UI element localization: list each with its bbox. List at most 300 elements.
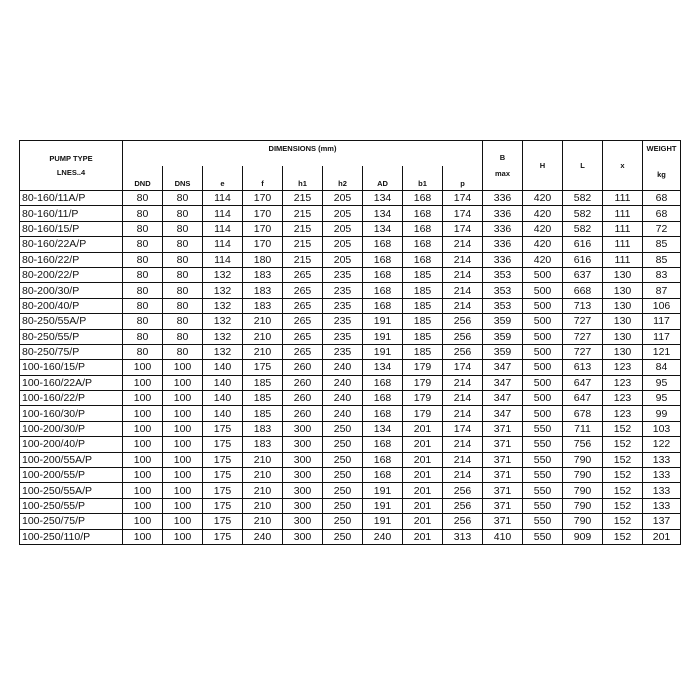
- header-pump-type: [20, 141, 123, 191]
- cell-x: 130: [603, 267, 643, 282]
- cell-b1: 185: [403, 314, 443, 329]
- cell-b-max: 359: [483, 329, 523, 344]
- cell-h1: 215: [283, 206, 323, 221]
- cell-h2: 250: [323, 421, 363, 436]
- cell-b1: 168: [403, 191, 443, 206]
- cell-b1: 201: [403, 498, 443, 513]
- cell-e: 175: [203, 421, 243, 436]
- header-h: H: [523, 141, 563, 191]
- cell-weight: 117: [643, 314, 681, 329]
- cell-dns: 100: [163, 406, 203, 421]
- cell-x: 130: [603, 298, 643, 313]
- cell-f: 170: [243, 237, 283, 252]
- cell-pump-type: 100-200/55A/P: [20, 452, 123, 467]
- cell-l: 790: [563, 483, 603, 498]
- cell-dns: 80: [163, 267, 203, 282]
- cell-x: 111: [603, 191, 643, 206]
- cell-p: 214: [443, 468, 483, 483]
- cell-pump-type: 100-200/40/P: [20, 437, 123, 452]
- cell-b-max: 336: [483, 237, 523, 252]
- cell-dnd: 80: [123, 314, 163, 329]
- cell-ad: 168: [363, 468, 403, 483]
- cell-dns: 100: [163, 468, 203, 483]
- cell-ad: 191: [363, 498, 403, 513]
- cell-l: 711: [563, 421, 603, 436]
- header-e: e: [203, 166, 243, 191]
- cell-x: 152: [603, 421, 643, 436]
- cell-b1: 201: [403, 483, 443, 498]
- cell-x: 123: [603, 406, 643, 421]
- header-b1: b1: [403, 166, 443, 191]
- cell-h2: 250: [323, 468, 363, 483]
- cell-h1: 300: [283, 483, 323, 498]
- cell-weight: 68: [643, 191, 681, 206]
- cell-h1: 300: [283, 468, 323, 483]
- cell-pump-type: 80-160/15/P: [20, 221, 123, 236]
- table-row: [20, 498, 681, 513]
- cell-b-max: 347: [483, 406, 523, 421]
- cell-l: 713: [563, 298, 603, 313]
- cell-b1: 201: [403, 452, 443, 467]
- cell-h1: 260: [283, 375, 323, 390]
- cell-pump-type: 80-200/40/P: [20, 298, 123, 313]
- cell-dnd: 80: [123, 283, 163, 298]
- table-row: [20, 252, 681, 267]
- cell-h: 500: [523, 314, 563, 329]
- table-row: [20, 421, 681, 436]
- cell-b1: 168: [403, 206, 443, 221]
- cell-weight: 133: [643, 483, 681, 498]
- cell-b1: 179: [403, 360, 443, 375]
- header-weight: [643, 141, 681, 191]
- cell-dns: 100: [163, 360, 203, 375]
- cell-h1: 260: [283, 360, 323, 375]
- cell-f: 185: [243, 375, 283, 390]
- cell-b-max: 353: [483, 298, 523, 313]
- table-row: [20, 283, 681, 298]
- cell-h: 500: [523, 267, 563, 282]
- cell-weight: 133: [643, 468, 681, 483]
- cell-f: 183: [243, 437, 283, 452]
- cell-x: 123: [603, 360, 643, 375]
- cell-b-max: 347: [483, 391, 523, 406]
- cell-h2: 205: [323, 252, 363, 267]
- cell-h1: 300: [283, 498, 323, 513]
- cell-h2: 235: [323, 283, 363, 298]
- cell-b-max: 371: [483, 468, 523, 483]
- cell-p: 256: [443, 498, 483, 513]
- cell-dns: 100: [163, 529, 203, 544]
- cell-weight: 99: [643, 406, 681, 421]
- cell-h1: 300: [283, 529, 323, 544]
- cell-h2: 250: [323, 529, 363, 544]
- cell-p: 214: [443, 452, 483, 467]
- cell-pump-type: 80-250/75/P: [20, 344, 123, 359]
- table-row: [20, 375, 681, 390]
- cell-f: 240: [243, 529, 283, 544]
- cell-b1: 185: [403, 298, 443, 313]
- cell-l: 790: [563, 452, 603, 467]
- cell-x: 152: [603, 498, 643, 513]
- cell-f: 210: [243, 468, 283, 483]
- cell-p: 256: [443, 314, 483, 329]
- cell-dns: 80: [163, 298, 203, 313]
- cell-b1: 185: [403, 267, 443, 282]
- cell-pump-type: 80-160/22/P: [20, 252, 123, 267]
- cell-l: 582: [563, 191, 603, 206]
- cell-h: 500: [523, 391, 563, 406]
- table-row: [20, 344, 681, 359]
- cell-e: 175: [203, 483, 243, 498]
- header-b-bottom: max: [495, 168, 511, 178]
- cell-l: 727: [563, 344, 603, 359]
- cell-dnd: 80: [123, 252, 163, 267]
- cell-h2: 250: [323, 498, 363, 513]
- cell-pump-type: 80-160/11/P: [20, 206, 123, 221]
- cell-f: 183: [243, 298, 283, 313]
- cell-weight: 85: [643, 237, 681, 252]
- cell-h: 500: [523, 344, 563, 359]
- cell-dnd: 100: [123, 406, 163, 421]
- cell-b1: 201: [403, 468, 443, 483]
- cell-b-max: 371: [483, 452, 523, 467]
- cell-f: 170: [243, 221, 283, 236]
- cell-weight: 201: [643, 529, 681, 544]
- cell-b-max: 336: [483, 191, 523, 206]
- cell-b-max: 371: [483, 437, 523, 452]
- cell-b-max: 336: [483, 221, 523, 236]
- table-row: [20, 437, 681, 452]
- header-dimensions: DIMENSIONS (mm): [123, 141, 483, 167]
- cell-b-max: 371: [483, 514, 523, 529]
- cell-h1: 215: [283, 191, 323, 206]
- cell-pump-type: 80-160/11A/P: [20, 191, 123, 206]
- cell-b1: 185: [403, 283, 443, 298]
- cell-p: 214: [443, 375, 483, 390]
- cell-h2: 205: [323, 237, 363, 252]
- cell-h2: 250: [323, 452, 363, 467]
- cell-h: 550: [523, 437, 563, 452]
- cell-h2: 250: [323, 483, 363, 498]
- cell-f: 180: [243, 252, 283, 267]
- cell-weight: 68: [643, 206, 681, 221]
- cell-pump-type: 100-200/30/P: [20, 421, 123, 436]
- cell-h2: 235: [323, 344, 363, 359]
- cell-h2: 240: [323, 406, 363, 421]
- cell-h: 500: [523, 375, 563, 390]
- cell-dnd: 80: [123, 237, 163, 252]
- cell-ad: 191: [363, 514, 403, 529]
- cell-e: 175: [203, 498, 243, 513]
- cell-ad: 168: [363, 437, 403, 452]
- cell-e: 132: [203, 267, 243, 282]
- cell-dnd: 80: [123, 191, 163, 206]
- cell-p: 214: [443, 283, 483, 298]
- cell-b1: 201: [403, 437, 443, 452]
- cell-pump-type: 100-200/55/P: [20, 468, 123, 483]
- cell-h1: 265: [283, 329, 323, 344]
- cell-weight: 95: [643, 375, 681, 390]
- cell-dns: 100: [163, 498, 203, 513]
- cell-dns: 100: [163, 391, 203, 406]
- cell-h: 550: [523, 421, 563, 436]
- cell-x: 111: [603, 206, 643, 221]
- cell-dns: 80: [163, 191, 203, 206]
- cell-b-max: 371: [483, 498, 523, 513]
- cell-b1: 201: [403, 514, 443, 529]
- cell-p: 174: [443, 191, 483, 206]
- cell-e: 132: [203, 344, 243, 359]
- cell-weight: 106: [643, 298, 681, 313]
- cell-dns: 80: [163, 344, 203, 359]
- cell-dnd: 80: [123, 206, 163, 221]
- cell-h: 420: [523, 252, 563, 267]
- cell-e: 114: [203, 237, 243, 252]
- cell-p: 256: [443, 514, 483, 529]
- cell-dns: 100: [163, 483, 203, 498]
- cell-b1: 179: [403, 391, 443, 406]
- cell-pump-type: 100-160/30/P: [20, 406, 123, 421]
- cell-b-max: 410: [483, 529, 523, 544]
- cell-weight: 84: [643, 360, 681, 375]
- cell-p: 214: [443, 237, 483, 252]
- cell-ad: 134: [363, 206, 403, 221]
- cell-b1: 201: [403, 529, 443, 544]
- cell-ad: 191: [363, 329, 403, 344]
- cell-b-max: 371: [483, 483, 523, 498]
- cell-weight: 121: [643, 344, 681, 359]
- cell-dns: 80: [163, 221, 203, 236]
- cell-ad: 168: [363, 406, 403, 421]
- cell-pump-type: 100-250/75/P: [20, 514, 123, 529]
- cell-dnd: 100: [123, 514, 163, 529]
- table-row: [20, 514, 681, 529]
- header-weight-bottom: kg: [657, 170, 666, 179]
- cell-h1: 215: [283, 237, 323, 252]
- header-f: f: [243, 166, 283, 191]
- cell-f: 170: [243, 191, 283, 206]
- cell-h1: 265: [283, 314, 323, 329]
- cell-e: 132: [203, 298, 243, 313]
- cell-h: 500: [523, 406, 563, 421]
- cell-l: 790: [563, 514, 603, 529]
- cell-p: 214: [443, 437, 483, 452]
- cell-weight: 85: [643, 252, 681, 267]
- cell-pump-type: 100-250/110/P: [20, 529, 123, 544]
- table-row: [20, 452, 681, 467]
- pump-dimensions-table-container: [19, 140, 680, 545]
- cell-ad: 134: [363, 221, 403, 236]
- cell-ad: 168: [363, 391, 403, 406]
- cell-p: 214: [443, 391, 483, 406]
- cell-l: 637: [563, 267, 603, 282]
- cell-ad: 134: [363, 360, 403, 375]
- cell-e: 175: [203, 452, 243, 467]
- table-row: [20, 483, 681, 498]
- table-header: [20, 141, 681, 191]
- header-dns: DNS: [163, 166, 203, 191]
- cell-h: 500: [523, 283, 563, 298]
- cell-x: 152: [603, 437, 643, 452]
- cell-l: 790: [563, 468, 603, 483]
- cell-dns: 100: [163, 452, 203, 467]
- cell-f: 210: [243, 483, 283, 498]
- cell-ad: 168: [363, 237, 403, 252]
- cell-e: 175: [203, 514, 243, 529]
- cell-b-max: 353: [483, 283, 523, 298]
- cell-dnd: 100: [123, 391, 163, 406]
- cell-pump-type: 100-250/55/P: [20, 498, 123, 513]
- cell-f: 210: [243, 329, 283, 344]
- cell-ad: 134: [363, 191, 403, 206]
- cell-h1: 215: [283, 252, 323, 267]
- cell-dns: 100: [163, 514, 203, 529]
- cell-dns: 100: [163, 437, 203, 452]
- cell-b1: 201: [403, 421, 443, 436]
- header-b: [483, 141, 523, 191]
- table-row: [20, 314, 681, 329]
- cell-dnd: 100: [123, 529, 163, 544]
- cell-p: 313: [443, 529, 483, 544]
- cell-e: 132: [203, 314, 243, 329]
- table-row: [20, 391, 681, 406]
- cell-pump-type: 100-160/22/P: [20, 391, 123, 406]
- cell-x: 152: [603, 452, 643, 467]
- cell-l: 668: [563, 283, 603, 298]
- cell-h1: 300: [283, 452, 323, 467]
- header-weight-top: WEIGHT: [646, 144, 677, 153]
- cell-p: 214: [443, 267, 483, 282]
- table-row: [20, 191, 681, 206]
- cell-h2: 250: [323, 437, 363, 452]
- cell-weight: 83: [643, 267, 681, 282]
- cell-f: 210: [243, 344, 283, 359]
- cell-b-max: 371: [483, 421, 523, 436]
- cell-dns: 80: [163, 314, 203, 329]
- cell-b1: 168: [403, 221, 443, 236]
- cell-h2: 235: [323, 329, 363, 344]
- cell-e: 140: [203, 391, 243, 406]
- cell-pump-type: 80-160/22A/P: [20, 237, 123, 252]
- cell-h2: 205: [323, 206, 363, 221]
- cell-ad: 191: [363, 344, 403, 359]
- cell-h: 550: [523, 468, 563, 483]
- cell-dns: 100: [163, 375, 203, 390]
- pump-dimensions-table: [19, 140, 681, 545]
- cell-h2: 235: [323, 298, 363, 313]
- table-row: [20, 360, 681, 375]
- table-row: [20, 406, 681, 421]
- cell-h: 550: [523, 514, 563, 529]
- cell-dnd: 100: [123, 498, 163, 513]
- cell-ad: 240: [363, 529, 403, 544]
- cell-p: 256: [443, 483, 483, 498]
- cell-h1: 265: [283, 283, 323, 298]
- cell-h: 420: [523, 206, 563, 221]
- cell-h2: 235: [323, 267, 363, 282]
- cell-weight: 72: [643, 221, 681, 236]
- cell-h: 420: [523, 221, 563, 236]
- cell-h: 500: [523, 298, 563, 313]
- cell-dnd: 100: [123, 468, 163, 483]
- cell-e: 114: [203, 206, 243, 221]
- cell-dnd: 100: [123, 437, 163, 452]
- cell-p: 214: [443, 298, 483, 313]
- cell-e: 114: [203, 191, 243, 206]
- cell-h2: 240: [323, 391, 363, 406]
- cell-h2: 235: [323, 314, 363, 329]
- cell-h1: 265: [283, 267, 323, 282]
- cell-h1: 260: [283, 406, 323, 421]
- cell-l: 727: [563, 329, 603, 344]
- cell-dnd: 100: [123, 421, 163, 436]
- cell-b-max: 336: [483, 206, 523, 221]
- cell-h2: 240: [323, 375, 363, 390]
- cell-l: 582: [563, 221, 603, 236]
- cell-x: 123: [603, 391, 643, 406]
- cell-b1: 168: [403, 252, 443, 267]
- cell-weight: 133: [643, 452, 681, 467]
- cell-e: 114: [203, 252, 243, 267]
- cell-b-max: 359: [483, 344, 523, 359]
- cell-x: 152: [603, 483, 643, 498]
- cell-p: 174: [443, 221, 483, 236]
- cell-l: 756: [563, 437, 603, 452]
- cell-h2: 205: [323, 221, 363, 236]
- cell-ad: 134: [363, 421, 403, 436]
- cell-dnd: 80: [123, 329, 163, 344]
- cell-e: 140: [203, 375, 243, 390]
- cell-l: 616: [563, 252, 603, 267]
- table-row: [20, 237, 681, 252]
- cell-weight: 117: [643, 329, 681, 344]
- cell-f: 170: [243, 206, 283, 221]
- cell-b-max: 347: [483, 360, 523, 375]
- cell-weight: 137: [643, 514, 681, 529]
- cell-f: 185: [243, 406, 283, 421]
- cell-p: 174: [443, 421, 483, 436]
- cell-dns: 80: [163, 252, 203, 267]
- cell-l: 647: [563, 391, 603, 406]
- cell-ad: 168: [363, 298, 403, 313]
- cell-f: 210: [243, 314, 283, 329]
- cell-f: 175: [243, 360, 283, 375]
- cell-dnd: 80: [123, 298, 163, 313]
- cell-pump-type: 80-200/22/P: [20, 267, 123, 282]
- cell-b1: 185: [403, 344, 443, 359]
- cell-l: 909: [563, 529, 603, 544]
- cell-e: 132: [203, 283, 243, 298]
- cell-dns: 80: [163, 283, 203, 298]
- cell-b1: 179: [403, 406, 443, 421]
- cell-ad: 191: [363, 314, 403, 329]
- cell-l: 582: [563, 206, 603, 221]
- cell-x: 130: [603, 329, 643, 344]
- cell-dnd: 100: [123, 483, 163, 498]
- cell-p: 256: [443, 329, 483, 344]
- cell-b-max: 353: [483, 267, 523, 282]
- header-h1: h1: [283, 166, 323, 191]
- cell-h1: 215: [283, 221, 323, 236]
- cell-l: 616: [563, 237, 603, 252]
- cell-x: 111: [603, 237, 643, 252]
- table-row: [20, 221, 681, 236]
- cell-pump-type: 100-160/22A/P: [20, 375, 123, 390]
- cell-e: 140: [203, 406, 243, 421]
- cell-ad: 191: [363, 483, 403, 498]
- cell-h: 500: [523, 360, 563, 375]
- header-dnd: DND: [123, 166, 163, 191]
